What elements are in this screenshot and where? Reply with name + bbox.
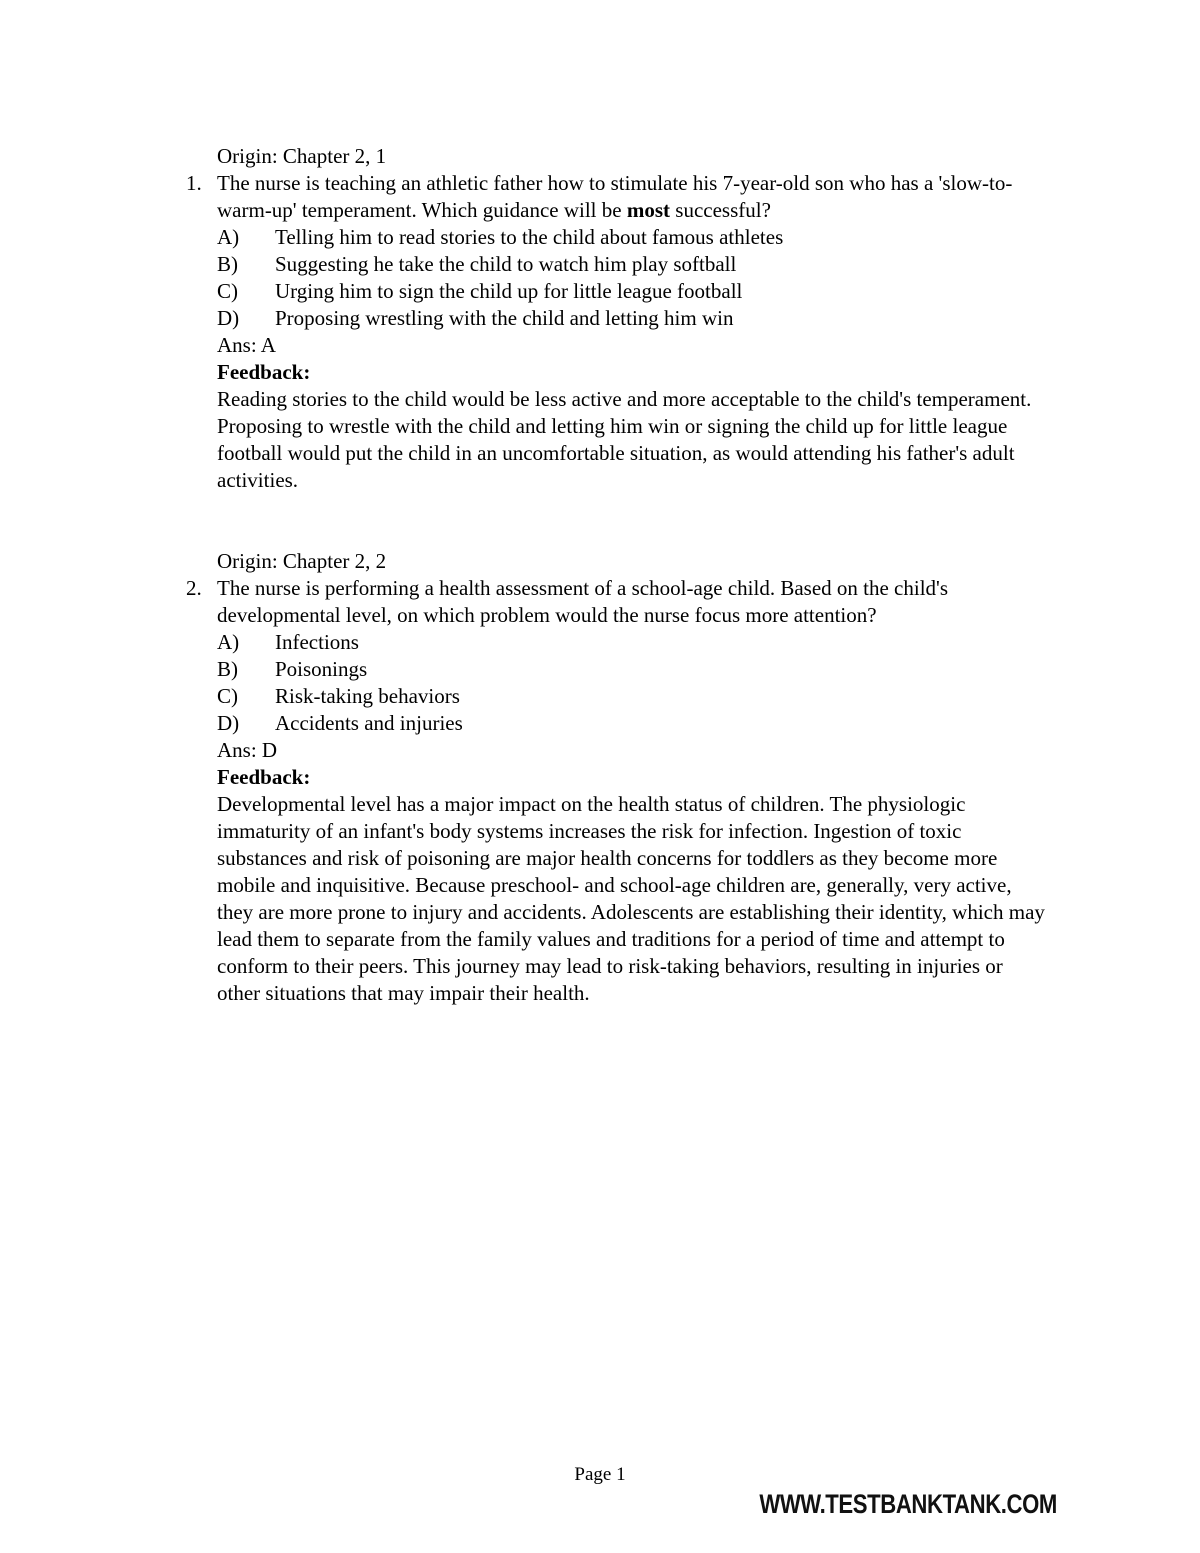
- choice-c: [217, 278, 1066, 305]
- choice-letter: C): [217, 684, 238, 708]
- choice-text: Urging him to sign the child up for little league football: [275, 279, 743, 303]
- choice-text: Poisonings: [275, 657, 368, 681]
- answer-choices: [186, 224, 1066, 332]
- choice-d: [217, 305, 1066, 332]
- choice-letter: A): [217, 225, 240, 249]
- question-stem-row: [186, 575, 1066, 629]
- choice-text: Suggesting he take the child to watch him play softball: [275, 252, 737, 276]
- choice-d: [217, 710, 1066, 737]
- feedback-heading: Feedback:: [217, 765, 311, 789]
- choice-b: [217, 251, 1066, 278]
- answer-key: Ans: D: [217, 738, 278, 762]
- question-block-1: [186, 143, 1066, 494]
- choice-letter: D): [217, 306, 240, 330]
- question-stem: The nurse is performing a health assessment of a school-age child. Based on the child's developmental level, on which problem would the nurse focus more attention?: [217, 576, 949, 627]
- stem-text-end: successful?: [670, 198, 771, 222]
- stem-text: The nurse is teaching an athletic father how to stimulate his 7-year-old son who has a 'slow-to-warm-up' temperament. Which guidance will be: [217, 171, 1013, 222]
- choice-text: Infections: [275, 630, 359, 654]
- question-stem: [217, 170, 1066, 224]
- question-stem-row: [186, 170, 1066, 224]
- choice-a: [217, 629, 1066, 656]
- choice-text: Risk-taking behaviors: [275, 684, 460, 708]
- feedback-text: Reading stories to the child would be less active and more acceptable to the child's temperament. Proposing to wrestle with the child and letting him win or signing the child up for little league football would put the child in an uncomfortable situation, as would attending his father's adult activities.: [217, 387, 1032, 492]
- choice-letter: C): [217, 279, 238, 303]
- choice-letter: D): [217, 711, 240, 735]
- choice-letter: B): [217, 657, 238, 681]
- choice-b: [217, 656, 1066, 683]
- choice-text: Proposing wrestling with the child and letting him win: [275, 306, 734, 330]
- stem-emphasis: most: [626, 198, 671, 222]
- choice-text: Telling him to read stories to the child about famous athletes: [275, 225, 784, 249]
- answer-key: Ans: A: [217, 333, 276, 357]
- choice-text: Accidents and injuries: [275, 711, 463, 735]
- question-number: 2.: [186, 576, 202, 600]
- choice-a: [217, 224, 1066, 251]
- answer-choices: [186, 629, 1066, 737]
- choice-letter: B): [217, 252, 238, 276]
- question-origin: Origin: Chapter 2, 2: [217, 549, 387, 573]
- question-origin: Origin: Chapter 2, 1: [217, 144, 387, 168]
- question-block-2: [186, 548, 1066, 1007]
- feedback-heading: Feedback:: [217, 360, 311, 384]
- page-number: Page 1: [574, 1464, 626, 1485]
- feedback-text: Developmental level has a major impact on the health status of children. The physiologic immaturity of an infant's body systems increases the risk for infection. Ingestion of toxic substances and risk of poisoning are major health concerns for toddlers as they become more mobile and inquisitive. Because preschool- and school-age children are, generally, very active, they are more prone to injury and accidents. Adolescents are establishing their identity, which may lead them to separate from the family values and traditions for a period of time and attempt to conform to their peers. This journey may lead to risk-taking behaviors, resulting in injuries or other situations that may impair their health.: [217, 792, 1045, 1005]
- choice-letter: A): [217, 630, 240, 654]
- question-number: 1.: [186, 171, 202, 195]
- site-watermark: WWW.TESTBANKTANK.COM: [759, 1489, 1057, 1519]
- choice-c: [217, 683, 1066, 710]
